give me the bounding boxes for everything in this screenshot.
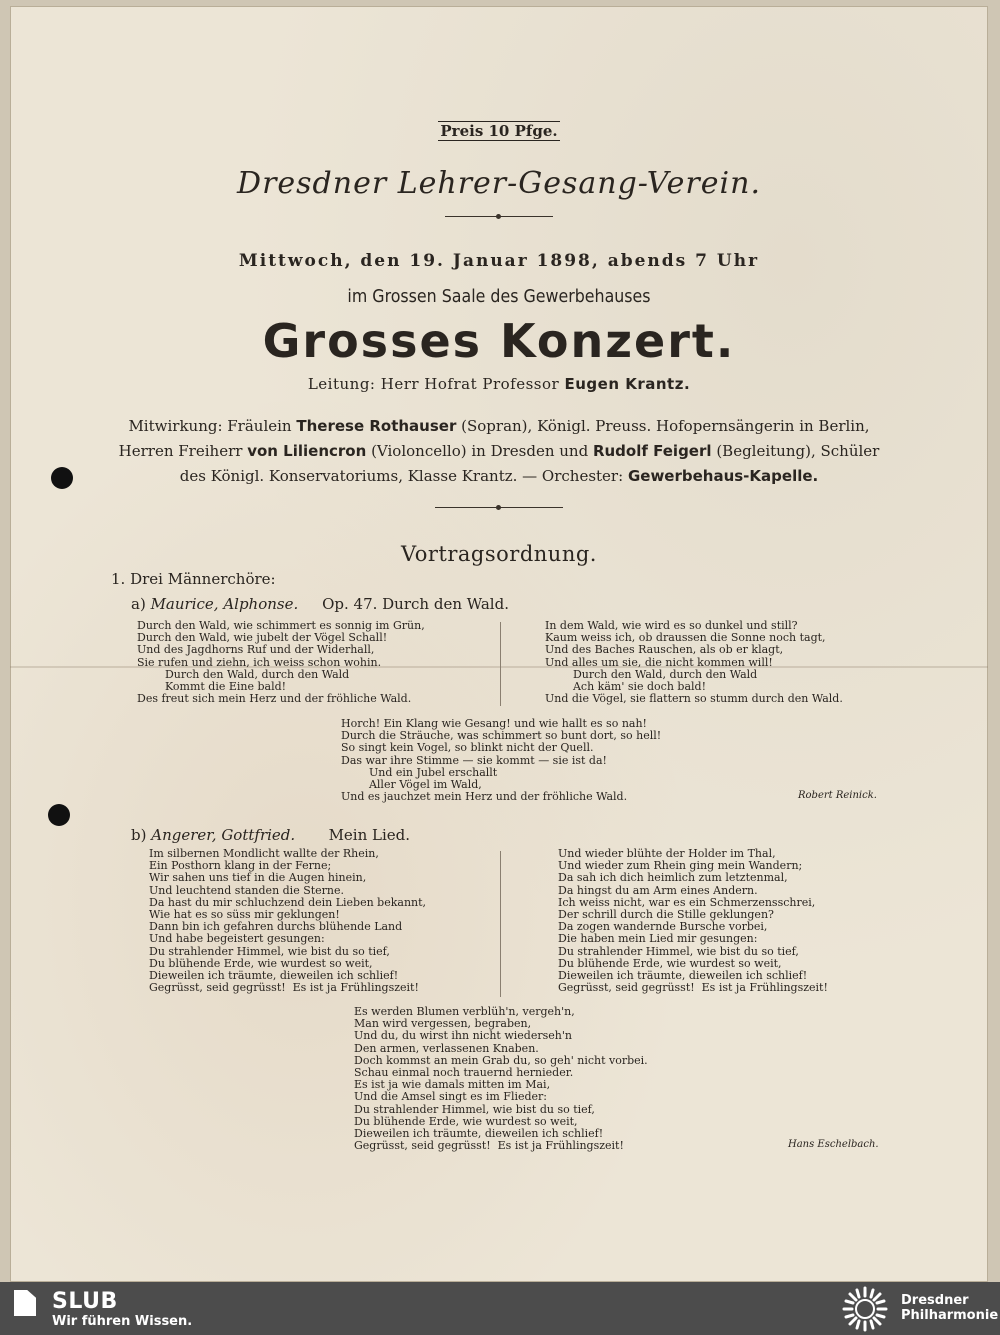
poem-a-right: In dem Wald, wie wird es so dunkel und still? Kaum weiss ich, ob draussen die Sonne noch tagt, Und des Baches Rauschen, als ob er klagt, Und alles um sie, die nicht kommen will! Durch den Wald, durch den Wald Ach käm' sie doch bald! Und die Vögel, sie flattern so stumm durch den Wald. (545, 619, 843, 706)
price: Preis 10 Pfge. (440, 122, 558, 140)
philharmonie-name: Dresdner Philharmonie (901, 1293, 999, 1323)
leitung: Leitung: Herr Hofrat Professor Eugen Krantz. (307, 375, 691, 393)
mitwirkung-line-1: Mitwirkung: Fräulein Therese Rothauser (Sopran), Königl. Preuss. Hofopernsängerin in Berlin, (128, 417, 870, 435)
poem-a-left: Durch den Wald, wie schimmert es sonnig im Grün, Durch den Wald, wie jubelt der Vögel Schall! Und des Jagdhorns Ruf und der Widerhall, Sie rufen und ziehn, ich weiss schon wohin. Durch den Wald, durch den Wald Kommt die Eine bald! Des freut sich mein Herz und der fröhliche Wald. (137, 619, 425, 706)
program-title: Vortragsordnung. (401, 542, 597, 566)
philharmonie-logo-icon (842, 1286, 888, 1332)
slub-title: SLUB (52, 1289, 118, 1314)
poem-b-left: Im silbernen Mondlicht wallte der Rhein, Ein Posthorn klang in der Ferne; Wir sahen uns tief in die Augen hinein, Und leuchtend standen die Sterne. Da hast du mir schluchzend dein Lieben bekannt, Wie hat es so süss mir geklungen! Dann bin ich gefahren durchs blühende Land Und habe begeistert gesungen: Du strahlender Himmel, wie bist du so tief, Du blühende Erde, wie wurdest so weit, Dieweilen ich träumte, dieweilen ich schlief! Gegrüsst, seid gegrüsst! Es ist ja Frühlingszeit! (149, 847, 427, 995)
poem-a-author: Robert Reinick. (798, 790, 877, 801)
society-name: Dresdner Lehrer-Gesang-Verein. (237, 166, 761, 201)
poem-b-right: Und wieder blühte der Holder im Thal, Und wieder zum Rhein ging mein Wandern; Da sah ich dich heimlich zum letztenmal, Da hingst du am Arm eines Andern. Ich weiss nicht, war es ein Schmerzensschrei, Der schrill durch die Stille geklungen? Da zogen wandernde Bursche vorbei, Die haben mein Lied mir gesungen: Du strahlender Himmel, wie bist du so tief, Du blühende Erde, wie wurdest so weit, Dieweilen ich träumte, dieweilen ich schlief! Gegrüsst, seid gegrüsst! Es ist ja Frühlingszeit! (558, 847, 828, 995)
slub-logo-icon (14, 1290, 36, 1316)
piece-a-heading: a) Maurice, Alphonse. Op. 47. Durch den Wald. (131, 595, 509, 613)
punch-hole (48, 804, 70, 826)
concert-title: Grosses Konzert. (262, 314, 736, 368)
mitwirkung-line-2: Herren Freiherr von Liliencron (Violoncello) in Dresden und Rudolf Feigerl (Begleitung), Schüler (118, 442, 880, 460)
slub-tagline: Wir führen Wissen. (52, 1314, 193, 1329)
poem-b-author: Hans Eschelbach. (788, 1139, 879, 1150)
piece-b-heading: b) Angerer, Gottfried. Mein Lied. (131, 826, 411, 844)
mitwirkung-line-3: des Königl. Konservatoriums, Klasse Krantz. — Orchester: Gewerbehaus-Kapelle. (179, 467, 819, 485)
concert-date: Mittwoch, den 19. Januar 1898, abends 7 Uhr (238, 251, 760, 271)
program-sheet (10, 6, 988, 1282)
ornament-dot (496, 214, 501, 219)
venue: im Grossen Saale des Gewerbehauses (347, 286, 651, 307)
column-divider (500, 622, 501, 706)
ornament-dot (496, 505, 501, 510)
poem-a-bottom: Horch! Ein Klang wie Gesang! und wie hallt es so nah! Durch die Sträuche, was schimmert so bunt dort, so hell! So singt kein Vogel, so blinkt nicht der Quell. Das war ihre Stimme — sie kommt — sie ist da! Und ein Jubel erschallt Aller Vögel im Wald, Und es jauchzet mein Herz und der fröhliche Wald. (341, 717, 662, 804)
footer-bar (0, 1282, 1000, 1335)
program-item-1: 1. Drei Männerchöre: (111, 570, 276, 588)
column-divider (500, 851, 501, 997)
poem-b-bottom: Es werden Blumen verblüh'n, vergeh'n, Man wird vergessen, begraben, Und du, du wirst ihn nicht wiederseh'n Den armen, verlassenen Knaben. Doch kommst an mein Grab du, so geh' nicht vorbei. Schau einmal noch trauernd hernieder. Es ist ja wie damals mitten im Mai, Und die Amsel singt es im Flieder: Du strahlender Himmel, wie bist du so tief, Du blühende Erde, wie wurdest so weit, Dieweilen ich träumte, dieweilen ich schlief! Gegrüsst, seid gegrüsst! Es ist ja Frühlingszeit! (354, 1005, 648, 1153)
